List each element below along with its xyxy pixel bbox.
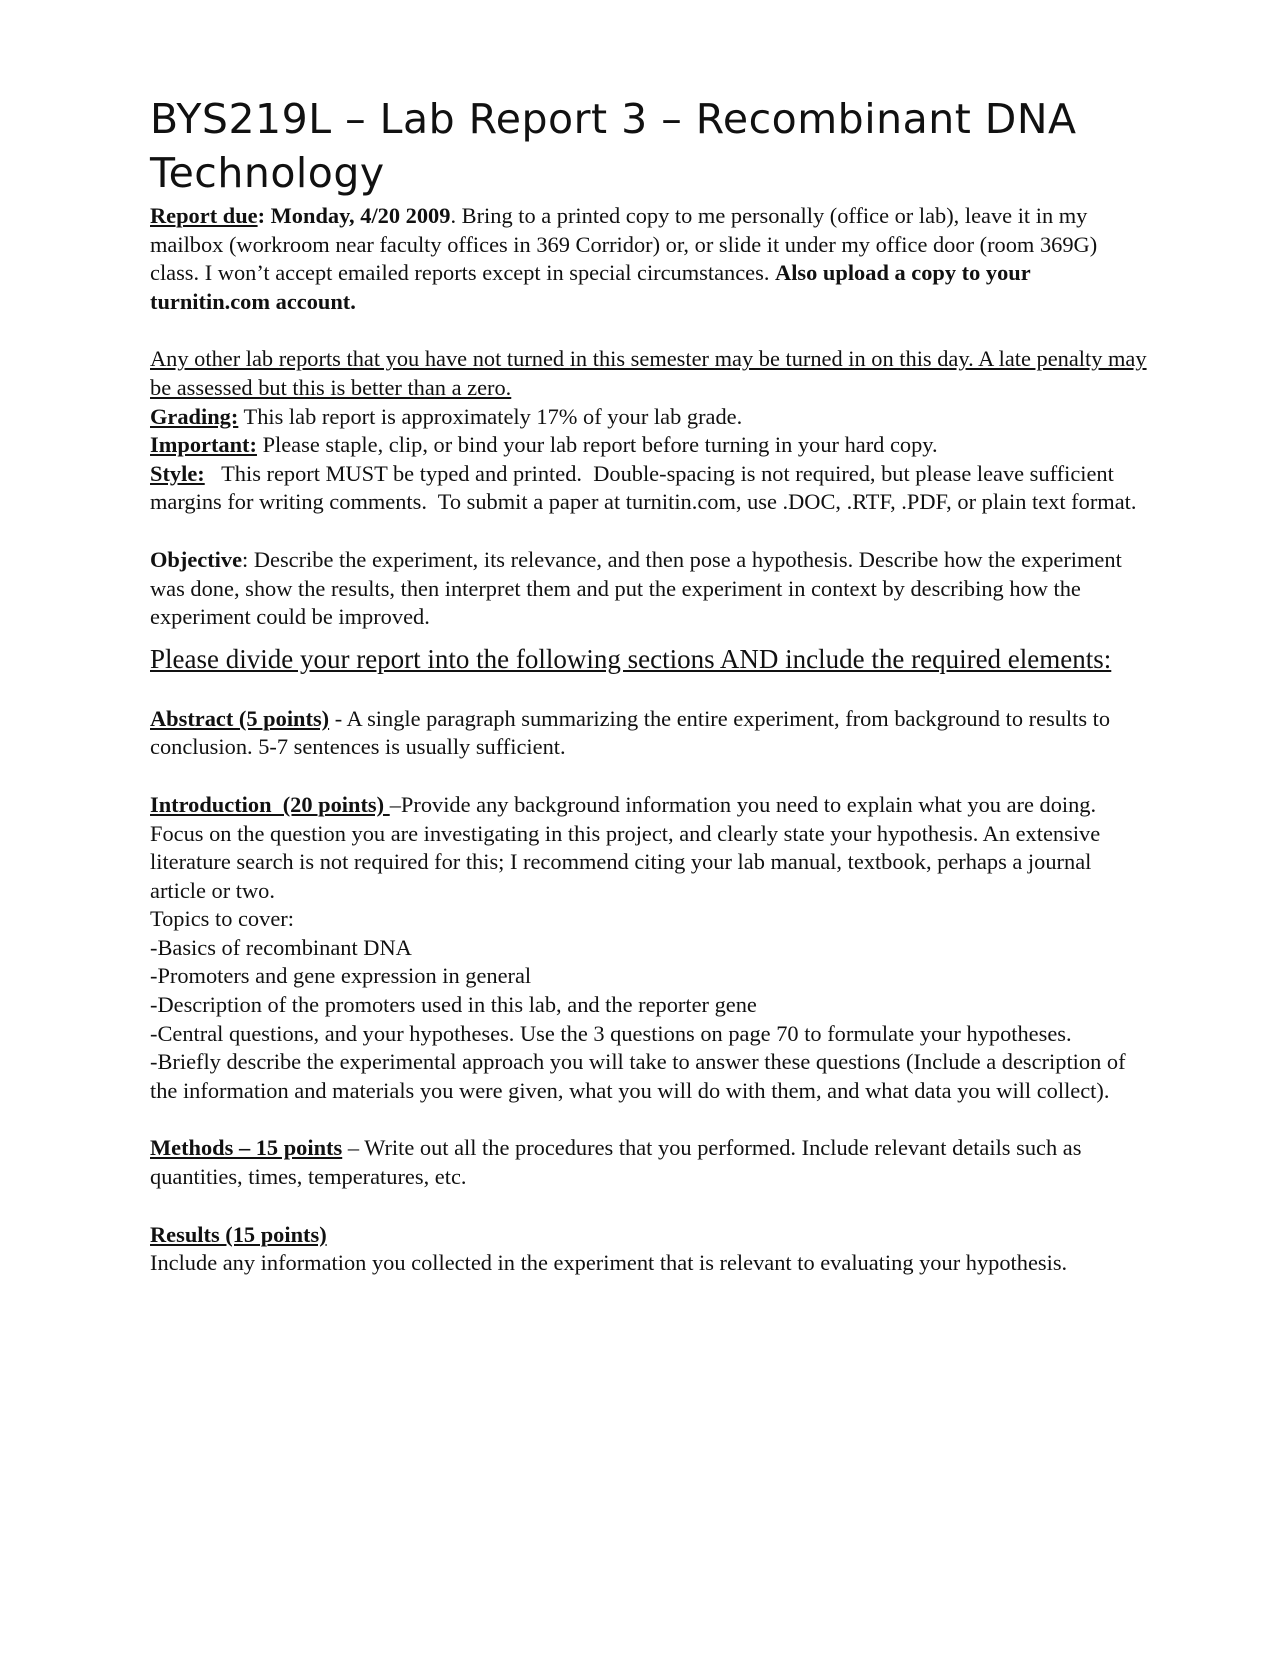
- methods-paragraph: [150, 1134, 1150, 1191]
- abstract-text: - A single paragraph summarizing the entire experiment, from background to results to conclusion. 5-7 sentences is usually sufficient.: [150, 705, 1111, 760]
- important-paragraph: [150, 431, 1150, 460]
- methods-text: – Write out all the procedures that you performed. Include relevant details such as quantities, times, temperatures, etc.: [150, 1135, 1082, 1190]
- late-reports-note: Any other lab reports that you have not turned in this semester may be turned in on this day. A late penalty may be assessed but this is better than a zero.: [150, 346, 1147, 400]
- list-item: -Promoters and gene expression in general: [150, 963, 532, 989]
- topics-label: Topics to cover:: [150, 906, 294, 932]
- report-due-label: Report due: [150, 203, 258, 228]
- list-item: -Basics of recombinant DNA: [150, 934, 412, 960]
- spacer: [150, 1105, 1150, 1134]
- report-due-paragraph: [150, 202, 1150, 316]
- document-page: [150, 92, 1150, 1278]
- report-due-date: Monday, 4/20 2009: [265, 203, 451, 228]
- spacer: [150, 517, 1150, 546]
- spacer: [150, 762, 1150, 791]
- sections-heading: Please divide your report into the following sections AND include the required elements:: [150, 643, 1112, 674]
- objective-paragraph: [150, 546, 1150, 632]
- list-item: -Briefly describe the experimental approach you will take to answer these questions (Include a description of the information and materials you were given, what you will do with them, and what data you will collect).: [150, 1049, 1126, 1103]
- important-text: Please staple, clip, or bind your lab report before turning in your hard copy.: [256, 432, 938, 458]
- spacer: [150, 676, 1150, 705]
- objective-label: Objective: [150, 546, 243, 572]
- grading-label: Grading:: [150, 403, 239, 429]
- style-paragraph: [150, 460, 1150, 517]
- methods-label: Methods – 15 points: [150, 1135, 343, 1161]
- important-label: Important:: [150, 432, 257, 458]
- document-title: BYS219L – Lab Report 3 – Recombinant DNA Technology: [150, 95, 1077, 197]
- introduction-text: –Provide any background information you need to explain what you are doing. Focus on the question you are investigating in this project, and clearly state your hypothesis. An extensive literature search is not required for this; I recommend citing your lab manual, textbook, perhaps a journal article or two.: [150, 791, 1101, 903]
- introduction-label: Introduction (20 points): [150, 791, 390, 817]
- report-due-bold-tail: Also upload a copy to your turnitin.com account.: [150, 260, 1031, 314]
- grading-paragraph: [150, 403, 1150, 432]
- style-label: Style:: [150, 460, 205, 486]
- style-text: This report MUST be typed and printed. Double-spacing is not required, but please leave sufficient margins for writing comments. To submit a paper at turnitin.com, use .DOC, .RTF, .PDF, or plain text format.: [150, 460, 1137, 515]
- results-text: Include any information you collected in the experiment that is relevant to evaluating your hypothesis.: [150, 1250, 1068, 1276]
- abstract-label: Abstract (5 points): [150, 705, 330, 731]
- list-item: -Central questions, and your hypotheses. Use the 3 questions on page 70 to formulate your hypotheses.: [150, 1020, 1072, 1046]
- spacer: [150, 316, 1150, 345]
- document-body: [150, 202, 1150, 1278]
- results-label: Results (15 points): [150, 1221, 327, 1247]
- objective-text: : Describe the experiment, its relevance, and then pose a hypothesis. Describe how the experiment was done, show the results, then interpret them and put the experiment in context by describing how the experiment could be improved.: [150, 546, 1122, 630]
- list-item: -Description of the promoters used in this lab, and the reporter gene: [150, 992, 757, 1018]
- introduction-paragraph: [150, 791, 1150, 905]
- abstract-paragraph: [150, 705, 1150, 762]
- grading-text: This lab report is approximately 17% of your lab grade.: [238, 403, 743, 429]
- spacer: [150, 1192, 1150, 1221]
- report-due-text: . Bring to a printed copy to me personally (office or lab), leave it in my mailbox (workroom near faculty offices in 369 Corridor) or, or slide it under my office door (room 369G) class. I won’t accept emailed reports except in special circumstances.: [150, 203, 1098, 286]
- report-due-colon: :: [257, 203, 266, 228]
